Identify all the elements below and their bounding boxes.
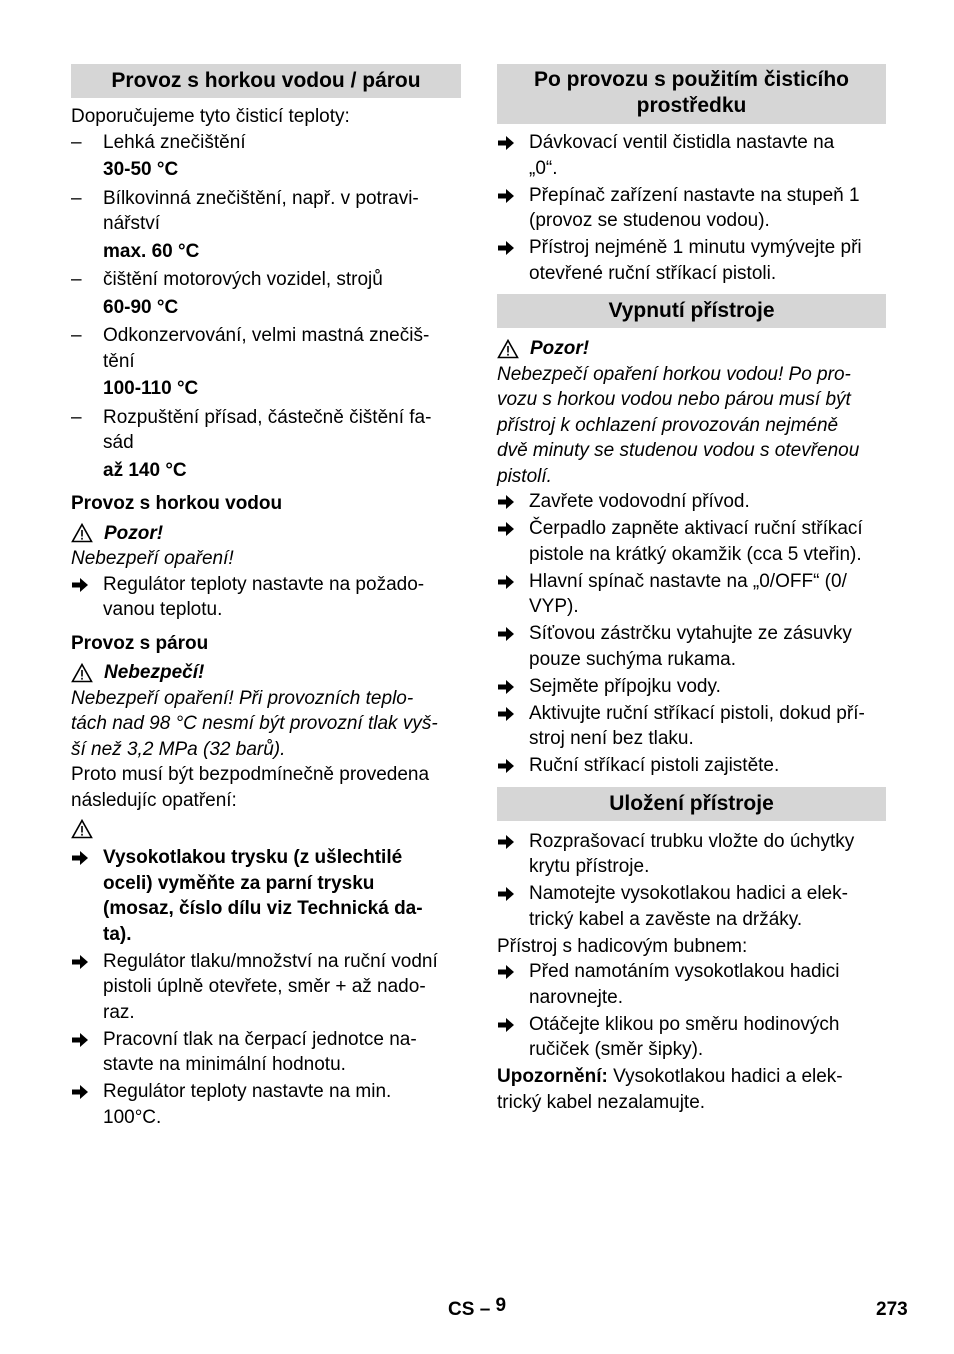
temperature-item bbox=[71, 323, 461, 374]
step-line: pistoli úplně otevřete, směr + až nado- bbox=[103, 976, 426, 997]
step-line: Rozprašovací trubku vložte do úchytky bbox=[529, 830, 855, 852]
arrow-right-icon bbox=[497, 758, 515, 774]
step-line: narovnejte. bbox=[529, 986, 624, 1008]
arrow-right-icon bbox=[71, 1032, 89, 1048]
temperature-value: max. 60 °C bbox=[103, 240, 200, 262]
temperature-item-text: Odkonzervování, velmi mastná znečiš- bbox=[103, 325, 430, 346]
page-number: 273 bbox=[876, 1299, 908, 1320]
step-line: „0“. bbox=[529, 157, 558, 179]
hot-water-steps bbox=[71, 572, 461, 623]
dash-bullet: – bbox=[71, 406, 82, 428]
step-line: Síťovou zástrčku vytahujte ze zásuvky bbox=[529, 623, 852, 644]
arrow-right-icon bbox=[71, 1084, 89, 1100]
arrow-step bbox=[71, 949, 461, 1026]
arrow-step bbox=[497, 130, 886, 181]
shutdown-steps bbox=[497, 489, 886, 779]
arrow-right-icon bbox=[497, 521, 515, 537]
arrow-step bbox=[71, 572, 461, 623]
warning-line: pistolí. bbox=[497, 465, 552, 487]
heading-line: prostředku bbox=[636, 94, 747, 117]
arrow-right-icon bbox=[71, 850, 89, 866]
arrow-right-icon bbox=[497, 886, 515, 902]
left-column bbox=[71, 64, 461, 1132]
arrow-right-icon bbox=[497, 574, 515, 590]
step-line: Aktivujte ruční stříkací pistoli, dokud pří- bbox=[529, 702, 865, 724]
step-line: Zavřete vodovodní přívod. bbox=[529, 491, 750, 512]
arrow-right-icon bbox=[497, 964, 515, 980]
arrow-right-icon bbox=[497, 135, 515, 151]
arrow-right-icon bbox=[497, 626, 515, 642]
note-text: Vysokotlakou hadici a elek- bbox=[607, 1066, 843, 1087]
warning-triangle-icon bbox=[71, 523, 93, 543]
dash-bullet: – bbox=[71, 187, 82, 209]
warning-text: Nebezpeří opaření! bbox=[71, 548, 234, 569]
arrow-step bbox=[497, 959, 886, 1010]
step-line: trický kabel a zavěste na držáky. bbox=[529, 908, 803, 930]
warning-line: přístroj k ochlazení provozován nejméně bbox=[497, 414, 839, 436]
drum-steps bbox=[497, 959, 886, 1063]
warning-triangle-icon bbox=[71, 663, 93, 683]
footer-local-page: 9 bbox=[495, 1295, 507, 1316]
steam-steps bbox=[71, 845, 461, 1130]
step-line: Dávkovací ventil čistidla nastavte na bbox=[529, 132, 835, 153]
arrow-right-icon bbox=[497, 188, 515, 204]
section-heading-shutdown: Vypnutí přístroje bbox=[497, 294, 886, 328]
step-line: ručiček (směr šipky). bbox=[529, 1039, 704, 1060]
step-line: Ruční stříkací pistoli zajistěte. bbox=[529, 755, 780, 776]
note-line: trický kabel nezalamujte. bbox=[497, 1091, 706, 1113]
danger-label: Nebezpečí! bbox=[104, 662, 205, 683]
arrow-step bbox=[497, 489, 886, 515]
arrow-right-icon bbox=[71, 577, 89, 593]
steam-note-text bbox=[71, 762, 461, 813]
step-line: (mosaz, číslo dílu viz Technická da- bbox=[103, 898, 423, 919]
step-line: stroj není bez tlaku. bbox=[529, 728, 694, 749]
step-line: Regulátor tlaku/množství na ruční vodní bbox=[103, 950, 438, 972]
step-line: Sejměte přípojku vody. bbox=[529, 675, 721, 697]
temperature-item bbox=[71, 267, 461, 293]
step-line: Vysokotlakou trysku (z ušlechtilé bbox=[103, 847, 403, 868]
arrow-step bbox=[71, 1027, 461, 1078]
warning-line: ší než 3,2 MPa (32 barů). bbox=[71, 738, 286, 760]
storage-note bbox=[497, 1064, 886, 1115]
note-label: Upozornění: bbox=[497, 1066, 608, 1087]
dash-bullet: – bbox=[71, 269, 82, 290]
arrow-step bbox=[71, 845, 461, 947]
warning-caution-shutdown bbox=[497, 336, 886, 362]
step-line: oceli) vyměňte za parní trysku bbox=[103, 872, 375, 894]
warning-line: dvě minuty se studenou vodou s otevřenou bbox=[497, 440, 860, 461]
section-heading-storage: Uložení přístroje bbox=[497, 787, 886, 821]
temperature-list bbox=[71, 130, 461, 484]
step-line: stavte na minimální hodnotu. bbox=[103, 1054, 346, 1075]
step-line: raz. bbox=[103, 1001, 135, 1023]
temperature-item-text: Lehká znečištění bbox=[103, 131, 246, 153]
arrow-step bbox=[497, 183, 886, 234]
step-line: Čerpadlo zapněte aktivací ruční stříkací bbox=[529, 518, 863, 539]
step-line: Přepínač zařízení nastavte na stupeň 1 bbox=[529, 184, 860, 206]
temperature-item-text: Rozpuštění přísad, částečně čištění fa- bbox=[103, 406, 432, 428]
temperature-item-text: tění bbox=[103, 350, 135, 372]
steam-warning-text bbox=[71, 686, 461, 763]
step-line: Před namotáním vysokotlakou hadici bbox=[529, 961, 840, 982]
step-line: VYP). bbox=[529, 596, 579, 617]
temperature-item bbox=[71, 130, 461, 156]
dash-bullet: – bbox=[71, 131, 82, 153]
step-line: krytu přístroje. bbox=[529, 856, 650, 877]
right-column bbox=[497, 64, 886, 1115]
section-heading-hot-water-steam: Provoz s horkou vodou / párou bbox=[71, 64, 461, 98]
warning-triangle-icon bbox=[497, 339, 519, 359]
arrow-step bbox=[497, 881, 886, 932]
arrow-step bbox=[497, 753, 886, 779]
step-line: vanou teplotu. bbox=[103, 599, 223, 620]
note-line: Proto musí být bezpodmínečně provedena bbox=[71, 764, 430, 785]
temperature-value: 30-50 °C bbox=[103, 159, 179, 180]
step-line: pistole na krátký okamžik (cca 5 vteřin). bbox=[529, 543, 862, 565]
step-line: (provoz se studenou vodou). bbox=[529, 210, 770, 231]
temperatures-intro: Doporučujeme tyto čisticí teploty: bbox=[71, 106, 350, 127]
arrow-step bbox=[497, 569, 886, 620]
temperature-item-text: čištění motorových vozidel, strojů bbox=[103, 269, 383, 290]
warning-line: vozu s horkou vodou nebo párou musí být bbox=[497, 389, 851, 410]
step-line: Pracovní tlak na čerpací jednotce na- bbox=[103, 1028, 417, 1050]
temperature-item-text: nářství bbox=[103, 213, 161, 234]
step-line: otevřené ruční stříkací pistoli. bbox=[529, 262, 777, 284]
arrow-right-icon bbox=[497, 679, 515, 695]
step-line: Otáčejte klikou po směru hodinových bbox=[529, 1013, 840, 1035]
warning-label: Pozor! bbox=[104, 522, 164, 544]
warning-danger bbox=[71, 660, 461, 686]
arrow-right-icon bbox=[497, 240, 515, 256]
section-heading-after-detergent bbox=[497, 64, 886, 124]
step-line: Regulátor teploty nastavte na min. bbox=[103, 1081, 392, 1102]
warning-standalone bbox=[71, 819, 461, 839]
temperature-item bbox=[71, 186, 461, 237]
step-line: Přístroj nejméně 1 minutu vymývejte při bbox=[529, 237, 862, 258]
dash-bullet: – bbox=[71, 325, 82, 346]
drum-intro: Přístroj s hadicovým bubnem: bbox=[497, 935, 748, 957]
step-line: Namotejte vysokotlakou hadici a elek- bbox=[529, 883, 848, 904]
warning-line: Nebezpeří opaření! Při provozních teplo- bbox=[71, 687, 414, 709]
arrow-right-icon bbox=[497, 494, 515, 510]
footer-lang: CS bbox=[448, 1299, 475, 1320]
footer-separator: – bbox=[479, 1299, 491, 1320]
temperature-item-text: sád bbox=[103, 432, 134, 453]
arrow-step bbox=[71, 1079, 461, 1130]
warning-triangle-icon bbox=[71, 819, 93, 839]
warning-line: tách nad 98 °C nesmí být provozní tlak vyš- bbox=[71, 713, 438, 734]
step-line: 100°C. bbox=[103, 1106, 162, 1128]
arrow-step bbox=[497, 621, 886, 672]
arrow-step bbox=[497, 829, 886, 880]
arrow-step bbox=[497, 235, 886, 286]
warning-caution bbox=[71, 521, 461, 547]
arrow-right-icon bbox=[71, 954, 89, 970]
step-line: Hlavní spínač nastavte na „0/OFF“ (0/ bbox=[529, 570, 847, 592]
warning-line: Nebezpečí opaření horkou vodou! Po pro- bbox=[497, 363, 851, 385]
arrow-right-icon bbox=[497, 834, 515, 850]
step-line: ta). bbox=[103, 923, 132, 945]
warning-label: Pozor! bbox=[530, 338, 590, 359]
arrow-step bbox=[497, 516, 886, 567]
subheading-steam: Provoz s párou bbox=[71, 632, 209, 654]
arrow-step bbox=[497, 674, 886, 700]
storage-steps bbox=[497, 829, 886, 933]
note-line: následujíc opatření: bbox=[71, 789, 237, 811]
arrow-right-icon bbox=[497, 706, 515, 722]
subheading-hot-water: Provoz s horkou vodou bbox=[71, 493, 283, 514]
after-detergent-steps bbox=[497, 130, 886, 286]
temperature-value: až 140 °C bbox=[103, 459, 187, 481]
temperature-item-text: Bílkovinná znečištění, např. v potravi- bbox=[103, 187, 419, 209]
footer-section-label bbox=[448, 1295, 507, 1321]
arrow-step bbox=[497, 1012, 886, 1063]
step-line: pouze suchýma rukama. bbox=[529, 648, 736, 670]
arrow-right-icon bbox=[497, 1017, 515, 1033]
heading-line: Po provozu s použitím čisticího bbox=[533, 68, 850, 91]
shutdown-warning-text bbox=[497, 362, 886, 490]
temperature-value: 100-110 °C bbox=[103, 378, 199, 399]
temperature-item bbox=[71, 405, 461, 456]
step-line: Regulátor teploty nastavte na požado- bbox=[103, 573, 425, 595]
temperature-value: 60-90 °C bbox=[103, 296, 179, 318]
arrow-step bbox=[497, 701, 886, 752]
